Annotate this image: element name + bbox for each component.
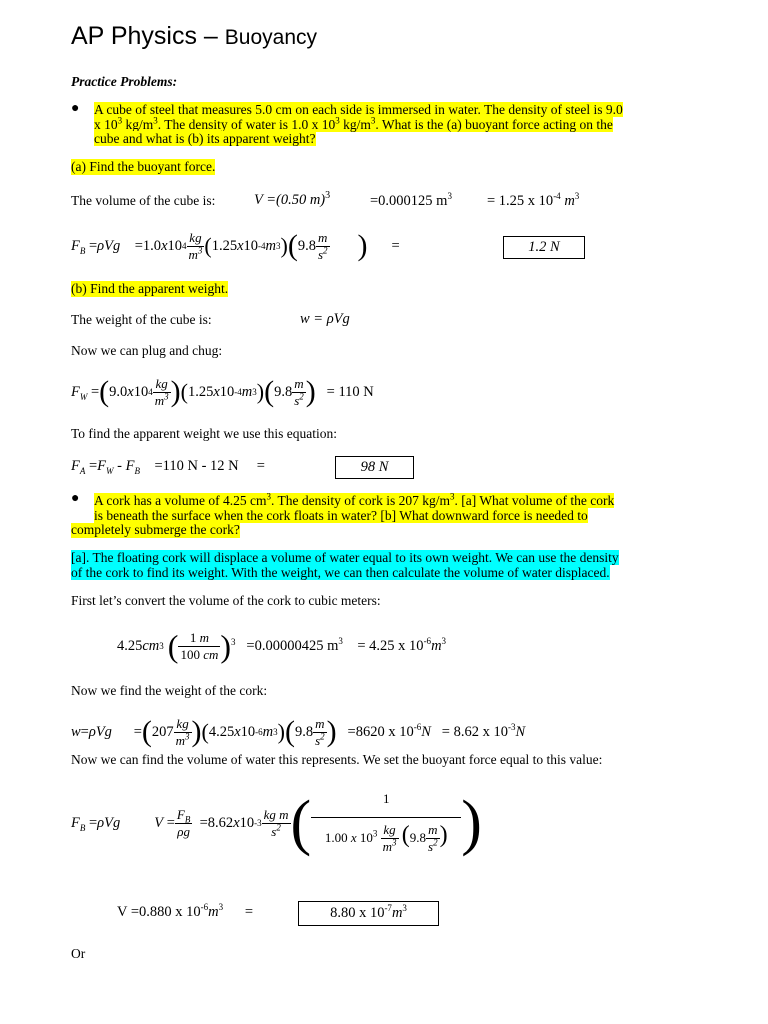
bullet-2: ● [71, 491, 80, 506]
weight-equation: w = ρVg [300, 311, 350, 327]
volume-value-1: =0.000125 $m^3$ [370, 191, 452, 209]
explain-line1: [a]. The floating cork will displace a volume of water equal to its own weight. We can use the density [71, 550, 619, 565]
fb-answer-box: 1.2 N [503, 236, 585, 259]
convert-equation: 4.25 cm 3 ( $\frac{1 m}{100 cm}$ ) $^3$ =0.00000425 $m^3$ = 4.25 x $10^{-6}m^3$ [117, 627, 447, 664]
title-sub: Buoyancy [224, 26, 318, 49]
convert-val1: =0.00000425 $m^3$ [246, 635, 343, 654]
or-text: Or [71, 946, 86, 961]
fw-equation: $F_W$ = ( 9.0 x 10 4 $\frac{kg}{m^3}$ ) ( 1.25 x 10 -4 m 3 ) ( 9.8 $\frac{m}{s^2}$ ) = 110 N [71, 375, 374, 408]
problem2-line3: completely submerge the cork? [71, 522, 240, 537]
part-a-heading: (a) Find the buoyant force. [71, 159, 216, 174]
problem2-line1: A cork has a volume of 4.25 $cm^3$. The density of cork is 207 $kg/m^3$. [a] What volume of the cork [94, 491, 615, 508]
cork-weight-label: Now we find the weight of the cork: [71, 683, 268, 698]
cork-weight-val2: = 8.62 x $10^{-3}N$ [441, 721, 526, 740]
volume-label: The volume of the cube is: [71, 193, 216, 208]
fw-result: = 110 N [326, 383, 374, 400]
final-volume-answer-box: 8.80 x $10^{-7}m^3$ [298, 901, 439, 926]
weight-label: The weight of the cube is: [71, 312, 212, 327]
fb-equation: $F_B$ = ρVg =1.0 x 10 4 $\frac{kg}{m^3}$ ( 1.25 x 10 -4 m 3 ) ( 9.8 $\frac{m}{s^2}$ ) = [71, 229, 400, 262]
volume-equation: V =(0.50 m)$^3$ [254, 190, 331, 208]
explain-line2: of the cork to find its weight. With the weight, we can then calculate the volume of water displaced. [71, 564, 610, 580]
problem2-line2: is beneath the surface when the cork floats in water? [b] What downward force is needed to [94, 507, 588, 523]
problem1-line1: A cube of steel that measures 5.0 cm on each side is immersed in water. The density of steel is 9.0 [94, 102, 623, 117]
cork-weight-val1: =8620 x $10^{-6}N$ [347, 721, 431, 740]
apparent-label: To find the apparent weight we use this equation: [71, 426, 337, 441]
problem2-explanation [71, 551, 619, 580]
problem2-text [94, 491, 615, 523]
final-volume-equation: V =0.880 x $10^{-6}m^3$ = [117, 902, 254, 920]
problem1-line2: x $10^3$ $kg/m^3$. The density of water is 1.0 x $10^3$ $kg/m^3$. What is the (a) buoyant force acting on the [94, 115, 613, 132]
part-b-heading: (b) Find the apparent weight. [71, 281, 229, 296]
fa-answer-box: 98 N [335, 456, 414, 479]
fa-equation: $F_A =F_W - F_B$ =110 N - 12 N = [71, 458, 265, 476]
convert-label: First let’s convert the volume of the cork to cubic meters: [71, 593, 381, 608]
volume-value-2: = 1.25 x $10^{-4}$ $m^3$ [487, 191, 580, 209]
title-main: AP Physics – [71, 22, 225, 50]
page-title [71, 22, 317, 51]
convert-val2: = 4.25 x $10^{-6}m^3$ [357, 635, 447, 654]
volume-water-label: Now we can find the volume of water this represents. We set the buoyant force equal to this value: [71, 752, 603, 767]
fb-volume-equation: $F_B$ = ρVg V = $\frac{F_B}{\rho g}$ =8.62 x 10 -3 $\frac{\text{kg m}}{s^2}$ ( 1 1.00 x $10^3$ $\frac{kg}{m^3}$ (9.8 $\frac{m}{s^2}$ ) ) [71, 789, 482, 857]
section-heading: Practice Problems: [71, 74, 178, 89]
plug-label: Now we can plug and chug: [71, 343, 223, 358]
bullet-1: ● [71, 101, 80, 116]
problem1-text [94, 103, 623, 147]
problem1-line3: cube and what is (b) its apparent weight? [94, 131, 316, 146]
cork-weight-equation: w = ρVg = ( 207 $\frac{kg}{m^3}$ ) ( 4.25 x 10 -6 m 3 ) ( 9.8 $\frac{m}{s^2}$ ) =8620 x $10^{-6}N$ = 8.62 x $10^{-3}N$ [71, 715, 526, 748]
